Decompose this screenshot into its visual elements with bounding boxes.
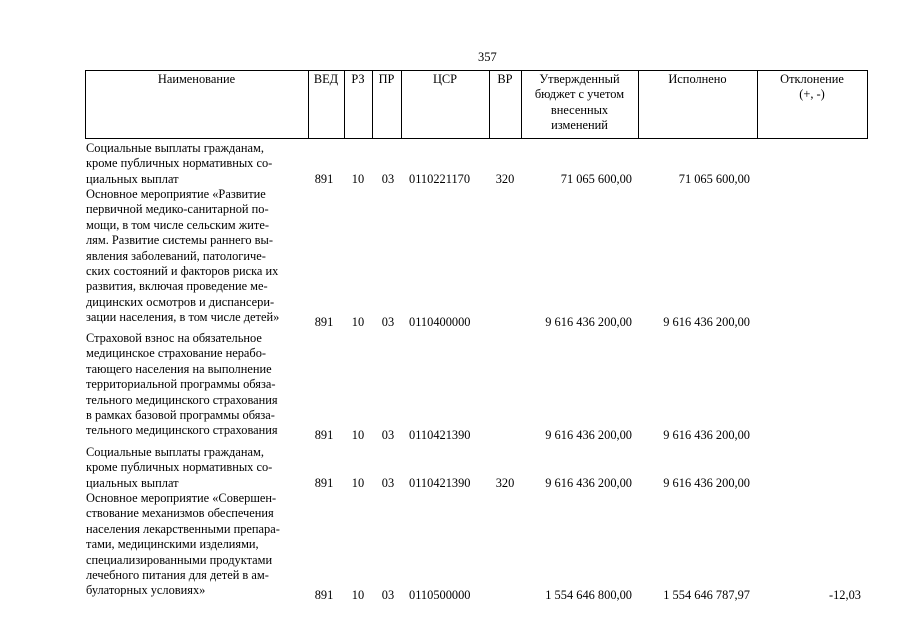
row-vr: 320: [495, 172, 515, 186]
row-vr: 320: [495, 476, 515, 490]
row-name: Социальные выплаты гражданам, кроме публичных нормативных со- циальных выплат: [86, 141, 273, 186]
row-approved: 9 616 436 200,00: [545, 476, 632, 490]
row-rz: 10: [351, 588, 365, 602]
row-ved: 891: [314, 172, 334, 186]
row-pr: 03: [381, 588, 395, 602]
page-number: 357: [478, 50, 497, 64]
row-name: Страховой взнос на обязательное медицинское страхование нерабо- тающего населения на выполнение территориальной программы обяза- тельного медицинского страхования в рамках базовой программы обяза- тельного медицинского страхования: [86, 331, 278, 438]
header-pr: ПР: [378, 72, 395, 86]
header-deviation: Отклонение (+, -): [780, 72, 844, 102]
row-ved: 891: [314, 588, 334, 602]
row-rz: 10: [351, 476, 365, 490]
row-csr: 0110221170: [409, 172, 471, 186]
row-rz: 10: [351, 315, 365, 329]
row-executed: 71 065 600,00: [678, 172, 750, 186]
row-pr: 03: [381, 476, 395, 490]
row-name: Основное мероприятие «Совершен- ствование механизмов обеспечения населения лекарственными препара- тами, медицинскими изделиями, специализированными продуктами лечебного питания для детей в ам- булаторных условиях»: [86, 491, 280, 598]
header-approved: Утвержденный бюджет с учетом внесенных изменений: [534, 72, 625, 132]
row-approved: 9 616 436 200,00: [545, 428, 632, 442]
row-approved: 71 065 600,00: [560, 172, 632, 186]
row-ved: 891: [314, 315, 334, 329]
row-rz: 10: [351, 172, 365, 186]
header-vr: ВР: [497, 72, 513, 86]
row-deviation: -12,03: [828, 588, 861, 602]
header-csr: ЦСР: [432, 72, 458, 86]
row-name: Основное мероприятие «Развитие первичной медико-санитарной по- мощи, в том числе сельским жите- лям. Развитие системы раннего вы- явления заболеваний, патологиче- ских состояний и факторов риска их развития, включая проведение ме- дицинских осмотров и диспансери- зации населения, в том числе детей»: [86, 187, 280, 325]
header-rz: РЗ: [351, 72, 365, 86]
row-rz: 10: [351, 428, 365, 442]
row-approved: 9 616 436 200,00: [545, 315, 632, 329]
row-approved: 1 554 646 800,00: [545, 588, 632, 602]
header-executed: Исполнено: [668, 72, 727, 86]
row-csr: 0110421390: [409, 428, 471, 442]
header-ved: ВЕД: [313, 72, 339, 86]
row-executed: 9 616 436 200,00: [663, 428, 750, 442]
row-ved: 891: [314, 476, 334, 490]
row-executed: 1 554 646 787,97: [663, 588, 750, 602]
row-csr: 0110421390: [409, 476, 471, 490]
row-pr: 03: [381, 428, 395, 442]
row-name: Социальные выплаты гражданам, кроме публичных нормативных со- циальных выплат: [86, 445, 273, 490]
row-executed: 9 616 436 200,00: [663, 476, 750, 490]
row-executed: 9 616 436 200,00: [663, 315, 750, 329]
row-pr: 03: [381, 315, 395, 329]
header-name: Наименование: [157, 72, 236, 86]
row-csr: 0110500000: [409, 588, 471, 602]
row-csr: 0110400000: [409, 315, 471, 329]
row-pr: 03: [381, 172, 395, 186]
row-ved: 891: [314, 428, 334, 442]
